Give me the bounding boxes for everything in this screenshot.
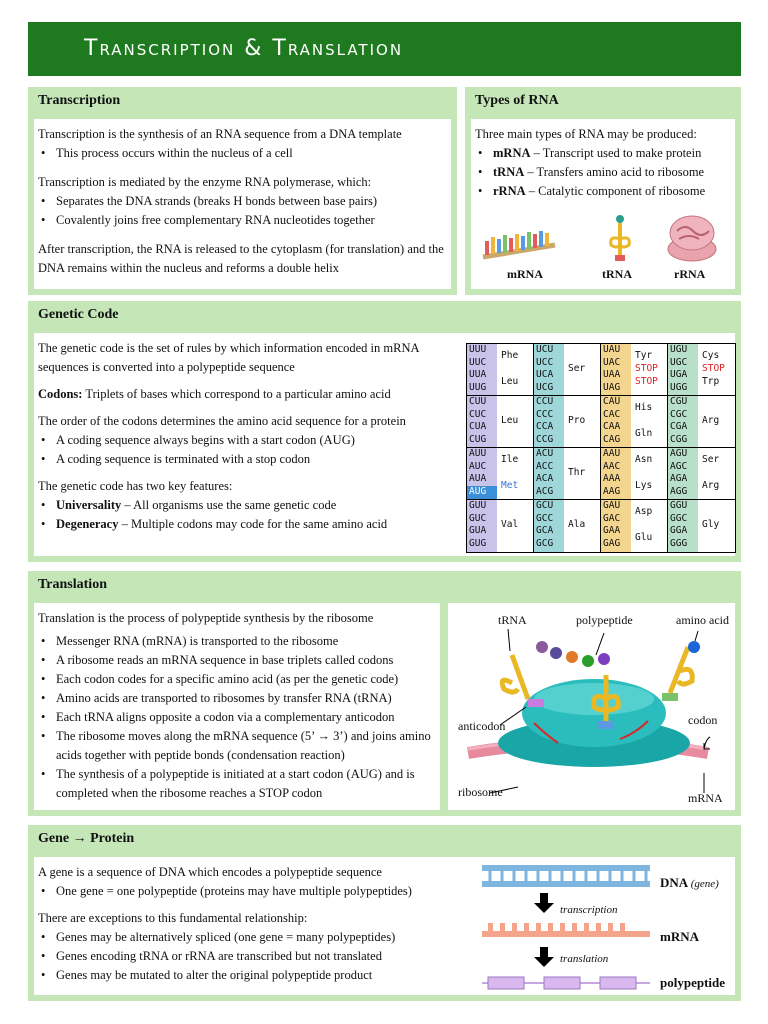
codon: UUC: [469, 356, 487, 368]
label-mrna: mRNA: [688, 791, 723, 805]
translation-bullet: • The synthesis of a polypeptide is initiated at a start codon (AUG) and is completed when the ribosome reaches a STOP codon: [56, 765, 436, 803]
amino-acid: Thr: [568, 467, 586, 478]
codon-block: [534, 344, 601, 396]
codon-block: [601, 344, 668, 396]
transcription-p2: Transcription is mediated by the enzyme RNA polymerase, which:: [38, 175, 372, 189]
codon: ACU: [536, 448, 554, 459]
mrna-flow-label: mRNA: [660, 929, 699, 944]
codon: UAC: [603, 356, 621, 368]
translation-arrow-label: translation: [560, 953, 609, 965]
genetic-code-table: [466, 343, 736, 553]
amino-acid: STOP: [635, 376, 658, 387]
codon: UCU: [536, 344, 554, 355]
amino-acid: Asn: [635, 454, 653, 465]
label-ribosome: ribosome: [458, 785, 503, 799]
amino-acid: Ser: [702, 454, 720, 465]
codon-block: [668, 396, 735, 448]
amino-acid: Lys: [635, 480, 653, 491]
mrna-label: mRNA: [507, 267, 543, 281]
codon-block: [668, 344, 735, 396]
codon-block: [601, 396, 668, 448]
codon-block: [601, 448, 668, 500]
codon-block: [668, 500, 735, 552]
genetic-p3: The genetic code has two key features:: [38, 479, 233, 493]
codon-block: [534, 396, 601, 448]
amino-acid: Ala: [568, 519, 586, 530]
codon: CUA: [469, 421, 487, 433]
label-trna: tRNA: [498, 613, 527, 627]
gene-bullet: • Genes may be mutated to alter the original polypeptide product: [56, 966, 731, 985]
translation-bullet: • A ribosome reads an mRNA sequence in base triplets called codons: [56, 651, 436, 670]
codon: CUC: [469, 408, 487, 420]
label-polypeptide: polypeptide: [576, 613, 633, 627]
amino-acid: STOP: [635, 363, 658, 374]
translation-bullet: • Amino acids are transported to ribosomes by transfer RNA (tRNA): [56, 689, 436, 708]
codon: UGG: [670, 382, 688, 394]
gene-protein-heading: Gene → Protein: [38, 831, 135, 846]
amino-acid: Leu: [501, 376, 519, 387]
codon: AAC: [603, 460, 621, 472]
amino-acid: Arg: [702, 415, 720, 426]
types-item: • mRNA – Transcript used to make protein: [493, 144, 731, 163]
codon: AGC: [670, 460, 688, 472]
codon: GCU: [536, 500, 554, 511]
codon: GGC: [670, 512, 688, 524]
amino-acid: His: [635, 402, 653, 413]
gene-label: (gene): [690, 878, 719, 890]
translation-panel: [28, 571, 741, 816]
codon: CGC: [670, 408, 688, 420]
label-anticodon: anticodon: [458, 719, 506, 733]
mrna-illustration: [481, 223, 557, 267]
transcription-bullet: • Separates the DNA strands (breaks H bonds between base pairs): [56, 192, 447, 211]
gene-flow-diagram: [478, 861, 658, 993]
codon: AUA: [469, 473, 487, 485]
transcription-bullet: • Covalently joins free complementary RNA nucleotides together: [56, 211, 447, 230]
gene-p1: A gene is a sequence of DNA which encodes a polypeptide sequence: [38, 865, 382, 879]
genetic-p1: The genetic code is the set of rules by which information encoded in mRNA sequences is converted into a polypeptide sequence: [38, 341, 419, 374]
codon-block: [534, 500, 601, 552]
amino-acid: Phe: [501, 350, 519, 361]
trna-label: tRNA: [602, 267, 632, 281]
codon: GAU: [603, 500, 621, 511]
translation-p1: Translation is the process of polypeptide synthesis by the ribosome: [38, 611, 374, 625]
codon-block: [467, 396, 534, 448]
codon: AUG: [467, 486, 497, 499]
codon: UAU: [603, 344, 621, 355]
genetic-bullet: • A coding sequence always begins with a start codon (AUG): [56, 431, 438, 450]
codon: CGG: [670, 434, 688, 446]
codon: UCA: [536, 369, 554, 381]
codon: CAG: [603, 434, 621, 446]
codon: ACC: [536, 460, 554, 472]
codon: CAC: [603, 408, 621, 420]
codon: CCG: [536, 434, 554, 446]
amino-acid: Met: [501, 480, 519, 491]
codon: UAA: [603, 369, 621, 381]
ribosome-diagram: [448, 603, 729, 804]
codon: CGA: [670, 421, 688, 433]
codon: CCA: [536, 421, 554, 433]
codon: GGU: [670, 500, 688, 511]
transcription-heading: Transcription: [38, 93, 121, 108]
dna-label: DNA (gene): [660, 875, 719, 890]
transcription-bullet: • This process occurs within the nucleus of a cell: [56, 144, 447, 163]
genetic-bullet: • A coding sequence is terminated with a stop codon: [56, 450, 438, 469]
amino-acid: Gly: [702, 519, 720, 530]
codon: CUU: [469, 396, 487, 407]
translation-bullet: • Each codon codes for a specific amino acid (as per the genetic code): [56, 670, 436, 689]
codons-definition: Codons: Triplets of bases which correspond to a particular amino acid: [38, 387, 391, 401]
codon: UCG: [536, 382, 554, 394]
amino-acid: Val: [501, 519, 519, 530]
gene-protein-panel: [28, 825, 741, 1001]
amino-acid: Arg: [702, 480, 720, 491]
codon: AUC: [469, 460, 487, 472]
gene-p2: There are exceptions to this fundamental relationship:: [38, 911, 308, 925]
feature-universality: • Universality – All organisms use the same genetic code: [56, 496, 438, 515]
codon: UCC: [536, 356, 554, 368]
codon: CCC: [536, 408, 554, 420]
types-item: • tRNA – Transfers amino acid to ribosome: [493, 163, 731, 182]
codon: AAU: [603, 448, 621, 459]
codon: GCA: [536, 525, 554, 537]
transcription-panel: [28, 87, 457, 295]
codon: CAA: [603, 421, 621, 433]
codon: GAC: [603, 512, 621, 524]
amino-acid: Pro: [568, 415, 586, 426]
amino-acid: Tyr: [635, 350, 653, 361]
codon: GCC: [536, 512, 554, 524]
codon: UUU: [469, 344, 487, 355]
codon: GCG: [536, 538, 554, 550]
codon: UUG: [469, 382, 487, 394]
transcription-p1: Transcription is the synthesis of an RNA sequence from a DNA template: [38, 127, 402, 141]
transcription-body: [34, 119, 451, 289]
codon: AGG: [670, 486, 688, 498]
codon: GUA: [469, 525, 487, 537]
genetic-p2: The order of the codons determines the amino acid sequence for a protein: [38, 414, 406, 428]
amino-acid: Gln: [635, 428, 653, 439]
codon: ACA: [536, 473, 554, 485]
translation-heading: Translation: [38, 577, 107, 592]
codon: AAA: [603, 473, 621, 485]
transcription-p3: After transcription, the RNA is released to the cytoplasm (for translation) and the DNA remains within the nucleus and reforms a double helix: [38, 242, 444, 275]
amino-acid: Leu: [501, 415, 519, 426]
amino-acid: Glu: [635, 532, 653, 543]
codon: ACG: [536, 486, 554, 498]
rrna-label: rRNA: [674, 267, 706, 281]
codon: GGG: [670, 538, 688, 550]
amino-acid: STOP: [702, 363, 725, 374]
types-item: • rRNA – Catalytic component of ribosome: [493, 182, 731, 201]
types-panel: [465, 87, 741, 295]
codon: AAG: [603, 486, 621, 498]
codon-block: [467, 344, 534, 396]
translation-diagram-box: [448, 603, 735, 810]
translation-body: [34, 603, 440, 810]
types-intro: Three main types of RNA may be produced:: [475, 127, 697, 141]
genetic-code-heading: Genetic Code: [38, 307, 119, 322]
types-heading: Types of RNA: [475, 93, 559, 108]
label-codon: codon: [688, 713, 718, 727]
codon: GAA: [603, 525, 621, 537]
codon-block: [668, 448, 735, 500]
codon: CUG: [469, 434, 487, 446]
codon-block: [467, 448, 534, 500]
codon: UAG: [603, 382, 621, 394]
amino-acid: Trp: [702, 376, 720, 387]
genetic-code-panel: [28, 301, 741, 562]
codon: GGA: [670, 525, 688, 537]
codon: GUG: [469, 538, 487, 550]
codon-block: [601, 500, 668, 552]
codon: GAG: [603, 538, 621, 550]
amino-acid: Ile: [501, 454, 519, 465]
translation-bullet: • Messenger RNA (mRNA) is transported to the ribosome: [56, 632, 436, 651]
codon: CGU: [670, 396, 688, 407]
codon: UGC: [670, 356, 688, 368]
gene-bullet: • Genes may be alternatively spliced (one gene = many polypeptides): [56, 928, 731, 947]
codon: AGU: [670, 448, 688, 459]
transcription-arrow-label: transcription: [560, 904, 618, 916]
polypeptide-flow-label: polypeptide: [660, 975, 726, 990]
amino-acid: Ser: [568, 363, 586, 374]
feature-degeneracy: • Degeneracy – Multiple codons may code for the same amino acid: [56, 515, 438, 534]
codon: GUU: [469, 500, 487, 511]
trna-illustration: [605, 213, 635, 263]
amino-acid: Cys: [702, 350, 720, 361]
gene-bullet: • One gene = one polypeptide (proteins may have multiple polypeptides): [56, 882, 731, 901]
rrna-illustration: [665, 213, 719, 263]
codon: UGU: [670, 344, 688, 355]
codon-block: [467, 500, 534, 552]
codon-block: [534, 448, 601, 500]
page-title: Transcription & Translation: [28, 22, 741, 76]
codon: AUU: [469, 448, 487, 459]
codon: UUA: [469, 369, 487, 381]
codon: GUC: [469, 512, 487, 524]
codon: AGA: [670, 473, 688, 485]
codon: CCU: [536, 396, 554, 407]
gene-bullet: • Genes encoding tRNA or rRNA are transcribed but not translated: [56, 947, 731, 966]
amino-acid: Asp: [635, 506, 653, 517]
translation-bullet: • The ribosome moves along the mRNA sequence (5’ → 3’) and joins amino acids together with peptide bonds (condensation reaction): [56, 727, 436, 765]
label-amino-acid: amino acid: [676, 613, 729, 627]
codon: UGA: [670, 369, 688, 381]
translation-bullet: • Each tRNA aligns opposite a codon via a complementary anticodon: [56, 708, 436, 727]
codon: CAU: [603, 396, 621, 407]
